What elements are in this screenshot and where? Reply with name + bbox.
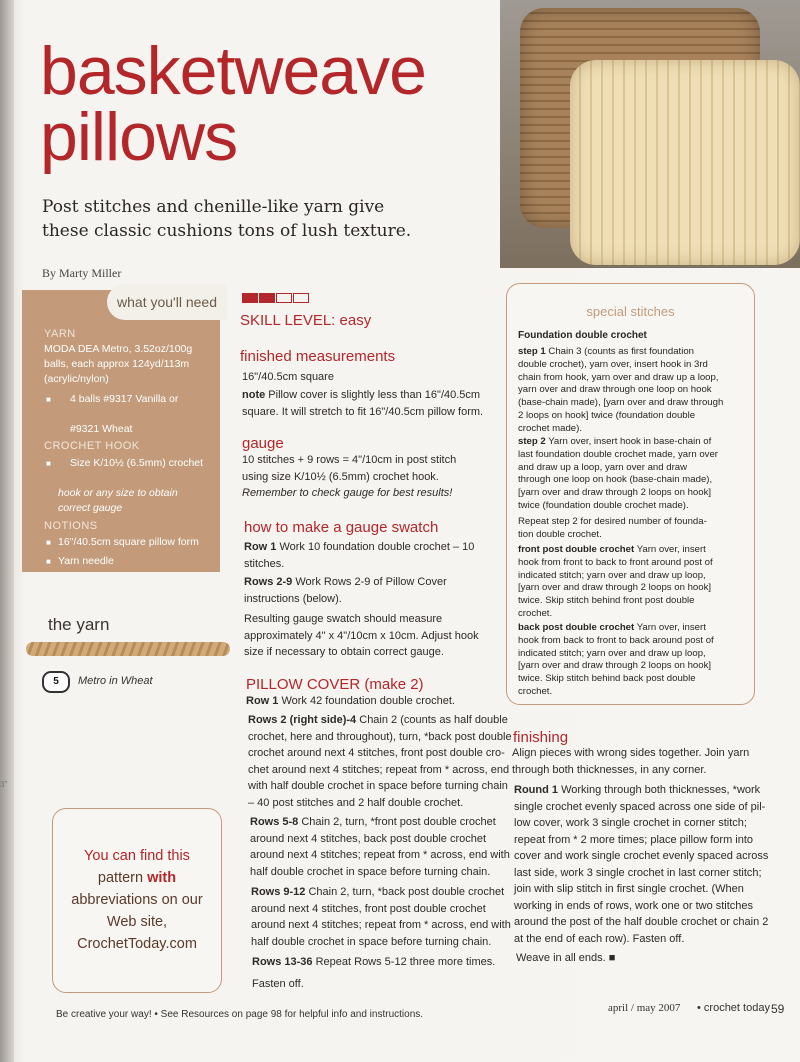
step1-line-6: 2 loops on hook] twice (foundation double [518, 409, 696, 421]
repeat-line-2: tion double crochet. [518, 528, 602, 540]
cover-rows58-line-1: Chain 2, turn, *front post double crochet [301, 816, 496, 828]
cover-rows24-line-2: crochet, here and throughout), turn, *back post double [248, 730, 512, 743]
swatch-rows2-9 [244, 574, 447, 607]
cover-rows912-line-4: half double crochet in space before turning chain. [251, 935, 492, 948]
step2-line-2: last foundation double crochet made, yarn over [518, 448, 718, 460]
swatch-row1 [244, 539, 474, 572]
swatch-row1-label: Row 1 [244, 541, 277, 553]
bpdc-definition [518, 622, 746, 699]
round1-line-4: repeat from * 2 more times; place pillow form into [514, 833, 754, 846]
cover-rows24-line-3: crochet around next 4 stitches, front post double cro- [248, 747, 505, 759]
round1-label: Round 1 [514, 784, 558, 796]
page-spine-shadow [0, 0, 14, 1062]
round1-line-8: working in ends of rows, work one or two stitches [514, 899, 754, 912]
step2-line-5: [yarn over and draw through 2 loops on hook] [518, 487, 712, 499]
gauge-text [242, 452, 456, 502]
round1-line-1: Working through both thicknesses, *work [561, 784, 761, 796]
finishing-intro-line-2: through both thicknesses, in any corner. [512, 763, 707, 776]
gauge-line-1: 10 stitches + 9 rows = 4"/10cm in post stitch [242, 454, 457, 466]
title-line-1: basketweave [40, 33, 426, 109]
finished-note [242, 387, 512, 420]
vanilla-pillow-image [570, 60, 800, 265]
hook-bullet [46, 456, 203, 516]
skill-box-1 [242, 293, 258, 303]
step2-line-4: through one loop on hook (base-chain made), [518, 474, 713, 486]
skill-level: SKILL LEVEL: easy [240, 312, 372, 329]
bpdc-label: back post double crochet [518, 622, 635, 633]
step1-line-2: double crochet), yarn over, insert hook in 3rd [518, 358, 708, 370]
yarn-bullet [46, 392, 178, 437]
fpdc-line-3: indicated stitch; yarn over and draw up loop, [518, 569, 706, 581]
callout-line-1: You can find this [84, 848, 190, 864]
fpdc-line-5: twice. Skip stitch behind front post double [518, 595, 695, 607]
finishing-heading: finishing [513, 729, 569, 746]
fdc-step1 [518, 346, 746, 436]
yarn-label: YARN [44, 328, 76, 340]
cover-rows58-label: Rows 5-8 [250, 816, 299, 828]
callout-line-2a: pattern [97, 870, 148, 886]
byline: By Marty Miller [42, 266, 122, 280]
special-stitches-box [506, 283, 755, 705]
cover-rows24-line-1: Chain 2 (counts as half double [359, 714, 508, 726]
fpdc-line-2: hook from front to back to front around post of [518, 556, 713, 568]
yarn-bullet-line-1: ■ 4 balls #9317 Vanilla or [70, 393, 179, 405]
step2-line-6: twice (foundation double crochet made). [518, 499, 689, 511]
step1-label: step 1 [518, 346, 546, 357]
cover-rows24-line-5: with half double crochet in space before turning chain [248, 780, 508, 792]
swatch-rows29-line-2: instructions (below). [244, 592, 342, 605]
skill-box-4 [293, 293, 309, 303]
round1-line-2: single crochet evenly spaced across one side of pil- [514, 800, 766, 813]
fpdc-line-1: Yarn over, insert [636, 544, 706, 555]
notions-label: NOTIONS [44, 520, 98, 532]
cover-rows912-line-1: Chain 2, turn, *back post double crochet [308, 886, 505, 898]
callout-website-link[interactable]: CrochetToday.com [77, 936, 197, 952]
yarn-line-3: (acrylic/nylon) [44, 373, 109, 385]
cover-rows58-line-2: around next 4 stitches, back post double crochet [250, 832, 487, 845]
finished-size: 16"/40.5cm square [242, 371, 334, 383]
cover-rows912-line-3: around next 4 stitches; repeat from * across, end with [251, 919, 511, 931]
materials-panel [22, 290, 220, 572]
cover-rows9-12 [251, 884, 511, 950]
cover-fasten-off: Fasten off. [252, 978, 304, 990]
issue-date: april / may 2007 [608, 1002, 681, 1014]
skill-box-2 [259, 293, 275, 303]
cover-rows912-line-2: around next 4 stitches, front post double crochet [251, 902, 486, 915]
note-line-1: Pillow cover is slightly less than 16"/40.5cm [268, 389, 481, 401]
swatch-row1-line-1: Work 10 foundation double crochet – 10 [279, 541, 475, 553]
special-stitches-heading: special stitches [586, 304, 675, 319]
yarn-section-title: the yarn [48, 615, 110, 634]
cover-row1-text: Work 42 foundation double crochet. [281, 695, 455, 707]
swatch-result-line-3: size if necessary to obtain correct gauge. [244, 646, 444, 658]
notion-yarn-needle-text: ■ Yarn needle [58, 555, 114, 567]
materials-heading: what you'll need [107, 284, 227, 320]
cover-rows24-label: Rows 2 (right side)-4 [248, 714, 357, 726]
notion-pillow-form-text: ■ 16"/40.5cm square pillow form [58, 536, 199, 548]
swatch-result-line-2: approximately 4" x 4"/10cm x 10cm. Adjust hook [244, 629, 479, 642]
gauge-line-2: using size K/10½ (6.5mm) crochet hook. [242, 470, 439, 483]
swatch-result [244, 611, 479, 661]
title-line-2: pillows [40, 99, 238, 175]
yarn-caption: Metro in Wheat [78, 675, 153, 687]
hook-label: CROCHET HOOK [44, 440, 140, 452]
callout-line-3: abbreviations on our [71, 892, 203, 908]
swatch-result-line-1: Resulting gauge swatch should measure [244, 613, 443, 625]
subtitle-line-2: these classic cushions tons of lush texture. [42, 221, 412, 241]
gauge-heading: gauge [242, 435, 284, 452]
yarn-line-2: balls, each approx 124yd/113m [44, 358, 190, 370]
fdc-step2 [518, 436, 746, 513]
bpdc-line-2: hook from back to front to back around post of [518, 634, 714, 646]
finishing-intro-line-1: Align pieces with wrong sides together. Join yarn [512, 747, 750, 759]
cover-row1-label: Row 1 [246, 695, 279, 707]
notion-yarn-needle [46, 554, 114, 569]
page-number: 59 [771, 1002, 785, 1016]
swatch-row1-line-2: stitches. [244, 557, 285, 570]
fpdc-line-4: [yarn over and draw through 2 loops on hook] [518, 582, 712, 594]
skill-level-icon [242, 290, 310, 308]
step2-label: step 2 [518, 436, 546, 447]
swatch-rows29-label: Rows 2-9 [244, 576, 293, 588]
step2-line-1: Yarn over, insert hook in base-chain of [548, 436, 712, 447]
notion-pillow-form [46, 535, 199, 550]
step1-line-3: chain from hook, yarn over and draw up a loop, [518, 371, 719, 383]
yarn-strand-image [26, 642, 230, 656]
repeat-line-1: Repeat step 2 for desired number of founda- [518, 516, 707, 527]
yarn-description [44, 342, 192, 387]
bpdc-line-5: twice. Skip stitch behind back post double [518, 673, 696, 685]
bpdc-line-1: Yarn over, insert [636, 622, 706, 633]
cover-row1 [246, 693, 455, 710]
step2-line-3: and draw up a loop, yarn over and draw [518, 461, 688, 473]
note-line-2: square. It will stretch to fit 16"/40.5cm pillow form. [242, 405, 484, 418]
subtitle-line-1: Post stitches and chenille-like yarn give [42, 197, 385, 217]
fdc-repeat [518, 516, 746, 542]
swatch-heading: how to make a gauge swatch [244, 519, 439, 536]
swatch-rows29-line-1: Work Rows 2-9 of Pillow Cover [295, 576, 447, 588]
weave-in-ends: Weave in all ends. ■ [516, 952, 616, 964]
cover-rows24-line-6: – 40 post stitches and 2 half double crochet. [248, 796, 464, 809]
round1-line-9: around the post of the half double crochet or chain 2 [514, 916, 769, 928]
pillow-photo [500, 0, 800, 268]
cover-rows24-line-4: chet around next 4 stitches; repeat from * across, end [248, 763, 510, 776]
footer-note: Be creative your way! • See Resources on page 98 for helpful info and instructions. [56, 1009, 424, 1020]
cover-rows58-line-3: around next 4 stitches; repeat from * across, end with [250, 849, 510, 861]
page-title [40, 33, 426, 175]
step1-line-7: crochet made). [518, 422, 582, 434]
bpdc-line-4: [yarn over and draw through 2 loops on hook] [518, 660, 712, 672]
gauge-reminder: Remember to check gauge for best results! [242, 487, 453, 499]
skill-box-3 [276, 293, 292, 303]
callout-line-4: Web site, [106, 914, 168, 930]
note-label: note [242, 389, 266, 401]
step1-line-4: yarn over and draw through one loop on hook [518, 384, 712, 396]
website-callout [52, 808, 222, 993]
cover-rows2-4 [248, 712, 512, 811]
finishing-intro [512, 745, 749, 778]
cover-rows912-label: Rows 9-12 [251, 886, 306, 898]
cover-rows5-8 [250, 814, 510, 880]
cover-rows1336-text: Repeat Rows 5-12 three more times. [315, 956, 496, 968]
yarn-bullet-line-2: #9321 Wheat [70, 423, 133, 435]
hook-line-3: correct gauge [58, 502, 123, 514]
round1-line-7: join with slip stitch in first single crochet. (When [514, 883, 744, 895]
fpdc-definition [518, 544, 746, 621]
callout-line-2b: with [147, 870, 177, 886]
cover-rows58-line-4: half double crochet in space before turning chain. [250, 865, 491, 878]
finishing-round1 [514, 782, 768, 947]
round1-line-6: last side, work 3 single crochet in last corner stitch; [514, 866, 762, 879]
yarn-weight-icon: 5 [42, 671, 70, 693]
hook-line-1: ■ Size K/10½ (6.5mm) crochet [70, 457, 204, 469]
round1-line-3: low cover, work 3 single crochet in corner stitch; [514, 817, 747, 829]
round1-line-5: cover and work single crochet evenly spaced across [514, 850, 769, 862]
cover-rows13-36 [252, 954, 495, 971]
step1-line-1: Chain 3 (counts as first foundation [548, 346, 694, 357]
fpdc-label: front post double crochet [518, 544, 635, 555]
bpdc-line-3: indicated stitch; yarn over and draw up loop, [518, 647, 706, 659]
cover-rows1336-label: Rows 13-36 [252, 956, 313, 968]
page-subtitle [42, 195, 482, 243]
yarn-line-1: MODA DEA Metro, 3.52oz/100g [44, 343, 193, 355]
pillow-cover-heading: PILLOW COVER (make 2) [246, 676, 424, 693]
hook-line-2: hook or any size to obtain [58, 487, 178, 499]
fdc-title: Foundation double crochet [518, 330, 647, 341]
fpdc-line-6: crochet. [518, 607, 553, 619]
bpdc-line-6: crochet. [518, 685, 553, 697]
finished-heading: finished measurements [240, 348, 396, 365]
step1-line-5: (base-chain made), [yarn over and draw through [518, 397, 724, 409]
round1-line-10: at the end of each row). Fasten off. [514, 932, 685, 945]
magazine-name: • crochet today [697, 1002, 770, 1014]
margin-mark: 3" [0, 780, 8, 789]
